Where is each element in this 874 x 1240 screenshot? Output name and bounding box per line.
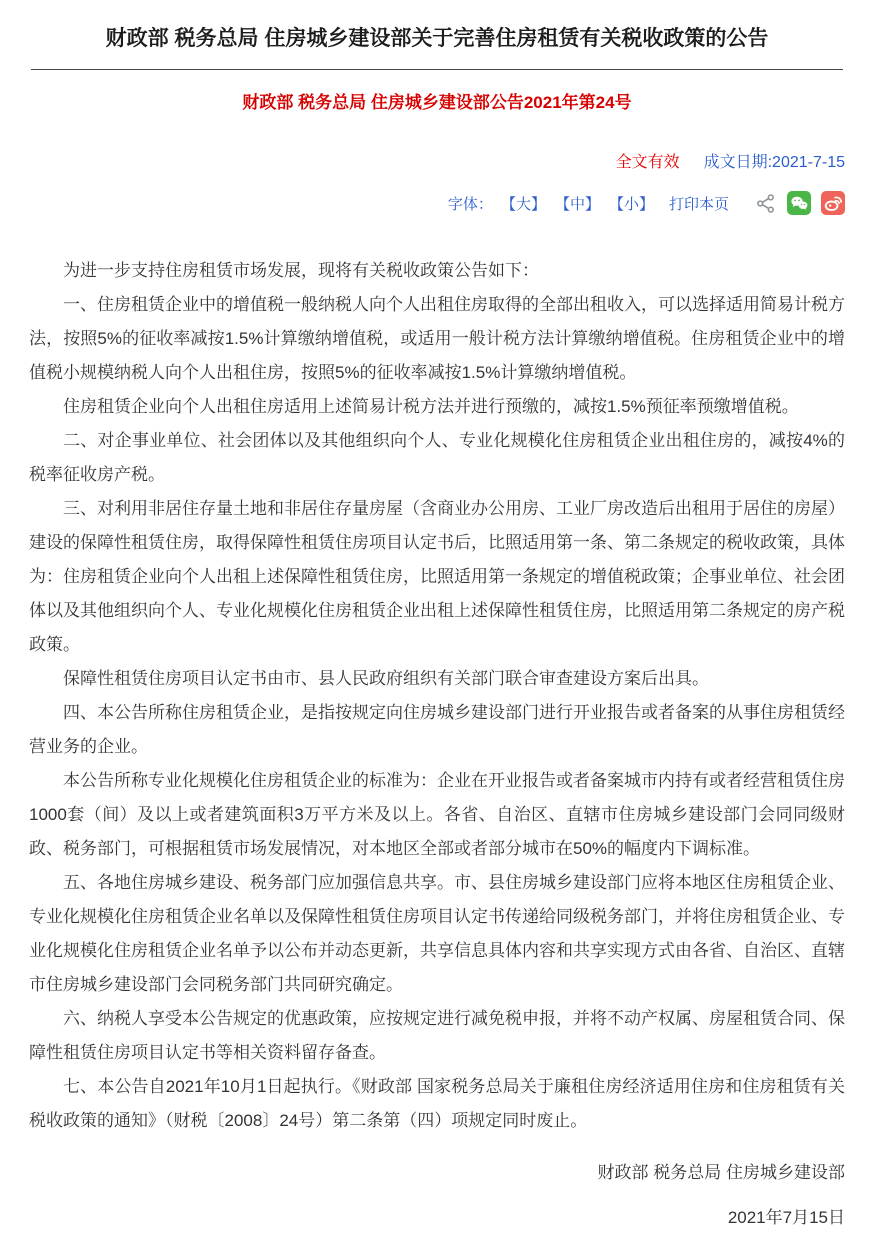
- paragraph-article-4-sub: 本公告所称专业化规模化住房租赁企业的标准为：企业在开业报告或者备案城市内持有或者经营租赁住房1000套（间）及以上或者建筑面积3万平方米及以上。各省、自治区、直辖市住房城乡建设部门会同同级财政、税务部门，可根据租赁市场发展情况，对本地区全部或者部分城市在50%的幅度内下调标准。: [29, 771, 845, 858]
- document-body: [29, 254, 845, 1138]
- paragraph-article-5: 五、各地住房城乡建设、税务部门应加强信息共享。市、县住房城乡建设部门应将本地区住房租赁企业、专业化规模化住房租赁企业名单以及保障性租赁住房项目认定书传递给同级税务部门，并将住房租赁企业、专业化规模化住房租赁企业名单予以公布并动态更新，共享信息具体内容和共享实现方式由各省、自治区、直辖市住房城乡建设部门会同税务部门共同研究确定。: [29, 873, 845, 994]
- paragraph-article-7: 七、本公告自2021年10月1日起执行。《财政部 国家税务总局关于廉租住房经济适用住房和住房租赁有关税收政策的通知》（财税〔2008〕24号）第二条第（四）项规定同时废止。: [29, 1077, 845, 1130]
- signature-block: [29, 1150, 845, 1240]
- font-size-medium-button[interactable]: 【中】: [554, 195, 600, 213]
- paragraph-article-3-sub: 保障性租赁住房项目认定书由市、县人民政府组织有关部门联合审查建设方案后出具。: [63, 669, 709, 688]
- paragraph-article-1-sub: 住房租赁企业向个人出租住房适用上述简易计税方法并进行预缴的，减按1.5%预征率预缴增值税。: [63, 397, 799, 416]
- doc-number: 财政部 税务总局 住房城乡建设部公告2021年第24号: [242, 93, 632, 112]
- paragraph-article-4: 四、本公告所称住房租赁企业，是指按规定向住房城乡建设部门进行开业报告或者备案的从事住房租赁经营业务的企业。: [29, 703, 845, 756]
- paragraph-article-3: 三、对利用非居住存量土地和非居住存量房屋（含商业办公用房、工业厂房改造后出租用于居住的房屋）建设的保障性租赁住房，取得保障性租赁住房项目认定书后，比照适用第一条、第二条规定的税收政策，具体为：住房租赁企业向个人出租上述保障性租赁住房，比照适用第一条规定的增值税政策；企事业单位、社会团体以及其他组织向个人、专业化规模化住房租赁企业出租上述保障性租赁住房，比照适用第二条规定的房产税政策。: [29, 499, 845, 654]
- toolbar: [29, 190, 845, 216]
- validity-status: 全文有效: [615, 154, 680, 171]
- paragraph-intro: 为进一步支持住房租赁市场发展，现将有关税收政策公告如下：: [63, 261, 539, 280]
- paragraph-article-6: 六、纳税人享受本公告规定的优惠政策，应按规定进行减免税申报，并将不动产权属、房屋租赁合同、保障性租赁住房项目认定书等相关资料留存备查。: [29, 1009, 845, 1062]
- title-divider: [31, 69, 843, 70]
- font-size-label: 字体：: [447, 195, 493, 213]
- issue-date: 成文日期:2021-7-15: [703, 154, 845, 171]
- weibo-icon[interactable]: [821, 191, 845, 215]
- wechat-icon[interactable]: [787, 191, 811, 215]
- font-size-large-button[interactable]: 【大】: [500, 195, 546, 213]
- share-icon[interactable]: [753, 191, 777, 215]
- signature-agencies: 财政部 税务总局 住房城乡建设部: [597, 1163, 845, 1182]
- page-title: 财政部 税务总局 住房城乡建设部关于完善住房租赁有关税收政策的公告: [105, 27, 769, 50]
- paragraph-article-1: 一、住房租赁企业中的增值税一般纳税人向个人出租住房取得的全部出租收入，可以选择适用简易计税方法，按照5%的征收率减按1.5%计算缴纳增值税，或适用一般计税方法计算缴纳增值税。住房租赁企业中的增值税小规模纳税人向个人出租住房，按照5%的征收率减按1.5%计算缴纳增值税。: [29, 295, 845, 382]
- print-page-button[interactable]: 打印本页: [668, 195, 729, 213]
- signature-date: 2021年7月15日: [727, 1208, 845, 1227]
- font-size-small-button[interactable]: 【小】: [608, 195, 654, 213]
- paragraph-article-2: 二、对企事业单位、社会团体以及其他组织向个人、专业化规模化住房租赁企业出租住房的，减按4%的税率征收房产税。: [29, 431, 845, 484]
- meta-row: [29, 152, 845, 174]
